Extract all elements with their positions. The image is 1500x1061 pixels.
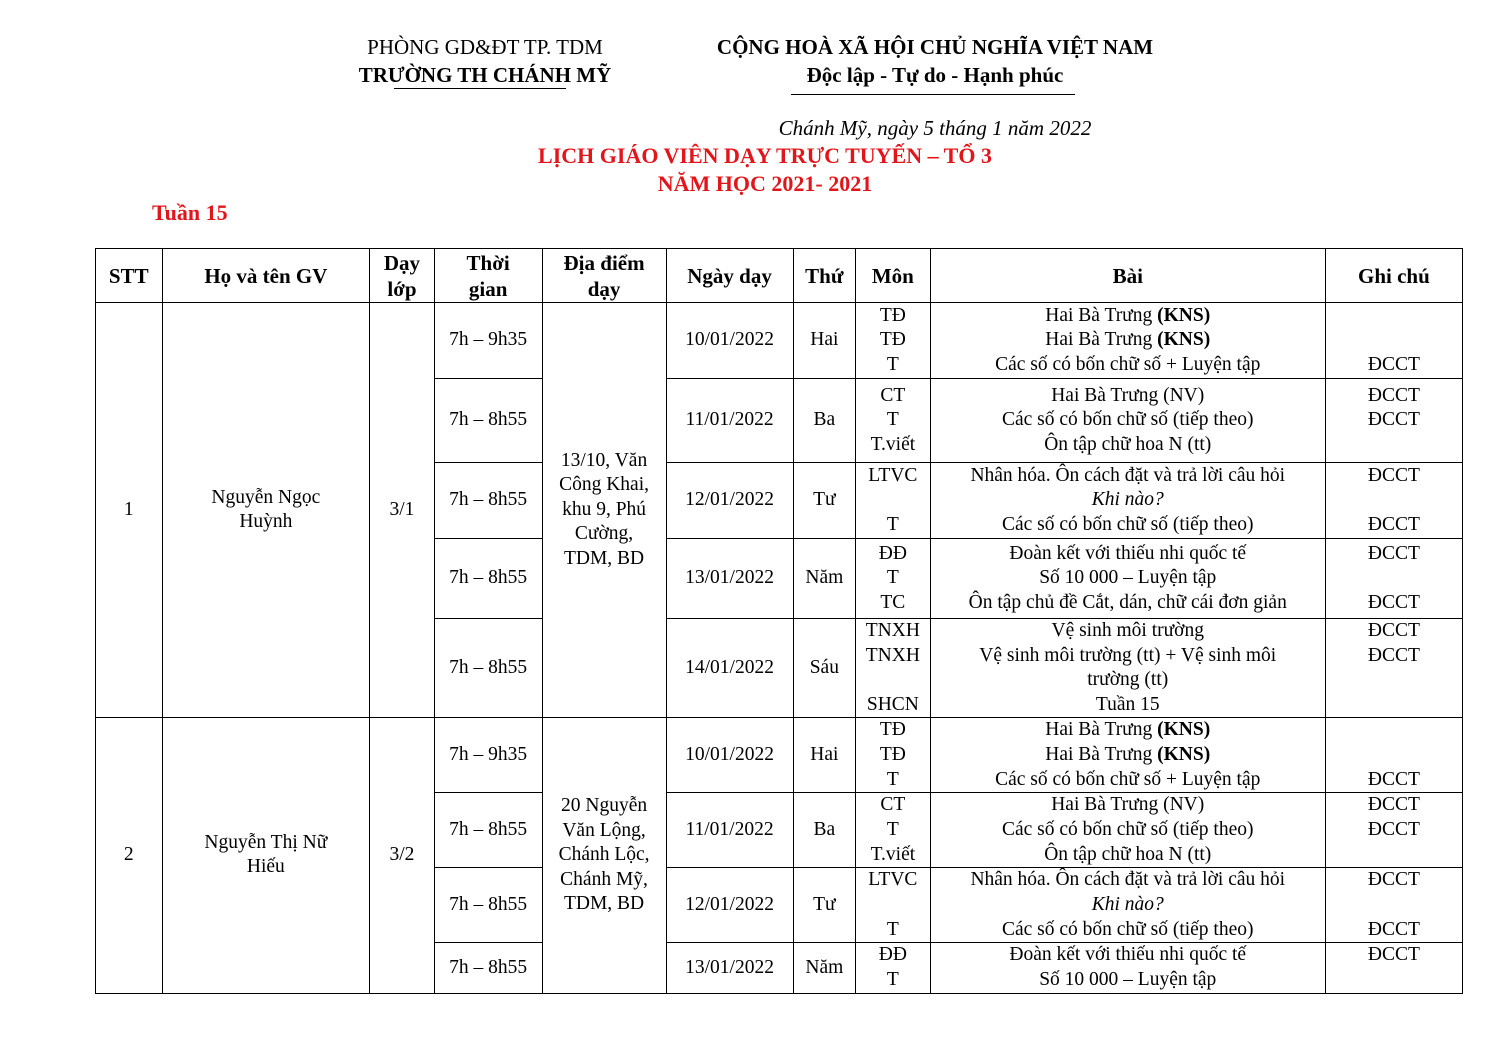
col-note: Ghi chú [1325,249,1462,303]
national-header [650,33,1220,89]
stt-cell: 1 [96,303,163,718]
lesson-cell: Vệ sinh môi trường Vệ sinh môi trường (tt) + Vệ sinh môi trường (tt) Tuần 15 [930,619,1325,718]
time-cell: 7h – 8h55 [434,793,542,868]
motto-underline [791,94,1075,95]
time-cell: 7h – 9h35 [434,718,542,793]
department-name: PHÒNG GD&ĐT TP. TDM [367,35,603,59]
subject-cell: TNXH TNXH SHCN [856,619,931,718]
subject-cell: CT T T.viết [856,793,931,868]
school-name-underline [394,88,566,89]
teacher-name-cell: Nguyễn Thị Nữ Hiếu [162,718,370,993]
lesson-cell: Hai Bà Trưng (NV) Các số có bốn chữ số (tiếp theo) Ôn tập chữ hoa N (tt) [930,379,1325,463]
subject-cell: TĐ TĐ T [856,303,931,379]
date-cell: 12/01/2022 [666,463,793,539]
subject-cell: ĐĐ T [856,943,931,993]
time-cell: 7h – 8h55 [434,619,542,718]
col-date: Ngày dạy [666,249,793,303]
col-subject: Môn [856,249,931,303]
col-weekday: Thứ [793,249,856,303]
note-cell: ĐCCT ĐCCT [1325,619,1462,718]
weekday-cell: Tư [793,868,856,943]
stt-cell: 2 [96,718,163,993]
weekday-cell: Năm [793,943,856,993]
class-cell: 3/2 [370,718,435,993]
weekday-cell: Năm [793,539,856,619]
teacher-name-cell: Nguyễn Ngọc Huỳnh [162,303,370,718]
document-date: Chánh Mỹ, ngày 5 tháng 1 năm 2022 [778,116,1092,140]
time-cell: 7h – 8h55 [434,539,542,619]
lesson-cell: Nhân hóa. Ôn cách đặt và trả lời câu hỏi Khi nào? Các số có bốn chữ số (tiếp theo) [930,868,1325,943]
time-cell: 7h – 8h55 [434,943,542,993]
school-name: TRƯỜNG TH CHÁNH MỸ [358,63,612,87]
place-cell: 13/10, Văn Công Khai, khu 9, Phú Cường, TDM, BD [542,303,666,718]
subject-cell: TĐ TĐ T [856,718,931,793]
subject-cell: LTVC T [856,463,931,539]
table-row [96,303,1463,379]
nation-name: CỘNG HOÀ XÃ HỘI CHỦ NGHĨA VIỆT NAM [716,35,1154,59]
time-cell: 7h – 8h55 [434,379,542,463]
col-stt: STT [96,249,163,303]
weekday-cell: Hai [793,303,856,379]
date-cell: 11/01/2022 [666,793,793,868]
note-cell: ĐCCT ĐCCT [1325,379,1462,463]
note-cell: ĐCCT [1325,303,1462,379]
schedule-body [96,303,1463,994]
lesson-cell: Đoàn kết với thiếu nhi quốc tế Số 10 000 – Luyện tập [930,943,1325,993]
weekday-cell: Ba [793,379,856,463]
class-cell: 3/1 [370,303,435,718]
date-cell: 13/01/2022 [666,943,793,993]
note-cell: ĐCCT ĐCCT [1325,793,1462,868]
nation-motto: Độc lập - Tự do - Hạnh phúc [806,63,1064,87]
col-teacher-name: Họ và tên GV [162,249,370,303]
note-cell: ĐCCT ĐCCT [1325,868,1462,943]
week-label: Tuần 15 [152,200,228,225]
lesson-cell: Hai Bà Trưng (KNS) Hai Bà Trưng (KNS) Các số có bốn chữ số + Luyện tập [930,303,1325,379]
date-cell: 11/01/2022 [666,379,793,463]
time-cell: 7h – 8h55 [434,868,542,943]
weekday-cell: Ba [793,793,856,868]
lesson-cell: Hai Bà Trưng (KNS) Hai Bà Trưng (KNS) Các số có bốn chữ số + Luyện tập [930,718,1325,793]
col-class: Dạy lớp [370,249,435,303]
col-time: Thời gian [434,249,542,303]
lesson-cell: Hai Bà Trưng (NV) Các số có bốn chữ số (tiếp theo) Ôn tập chữ hoa N (tt) [930,793,1325,868]
date-cell: 10/01/2022 [666,303,793,379]
col-place: Địa điểm dạy [542,249,666,303]
weekday-cell: Sáu [793,619,856,718]
time-cell: 7h – 9h35 [434,303,542,379]
weekday-cell: Tư [793,463,856,539]
subject-cell: CT T T.viết [856,379,931,463]
lesson-cell: Đoàn kết với thiếu nhi quốc tế Số 10 000 – Luyện tập Ôn tập chủ đề Cắt, dán, chữ cái đơn giản [930,539,1325,619]
school-year: NĂM HỌC 2021- 2021 [657,171,873,196]
note-cell: ĐCCT ĐCCT [1325,539,1462,619]
table-row [96,718,1463,793]
document-title: LỊCH GIÁO VIÊN DẠY TRỰC TUYẾN – TỔ 3 [538,143,992,168]
school-header [320,33,650,89]
subject-cell: ĐĐ T TC [856,539,931,619]
date-cell: 13/01/2022 [666,539,793,619]
lesson-cell: Nhân hóa. Ôn cách đặt và trả lời câu hỏi Khi nào? Các số có bốn chữ số (tiếp theo) [930,463,1325,539]
place-cell: 20 Nguyễn Văn Lộng, Chánh Lộc, Chánh Mỹ, TDM, BD [542,718,666,993]
subject-cell: LTVC T [856,868,931,943]
table-header-row [96,249,1463,303]
schedule-table [95,248,1463,994]
note-cell: ĐCCT ĐCCT [1325,463,1462,539]
date-cell: 10/01/2022 [666,718,793,793]
date-cell: 12/01/2022 [666,868,793,943]
date-cell: 14/01/2022 [666,619,793,718]
weekday-cell: Hai [793,718,856,793]
time-cell: 7h – 8h55 [434,463,542,539]
col-lesson: Bài [930,249,1325,303]
note-cell: ĐCCT [1325,718,1462,793]
note-cell: ĐCCT [1325,943,1462,993]
